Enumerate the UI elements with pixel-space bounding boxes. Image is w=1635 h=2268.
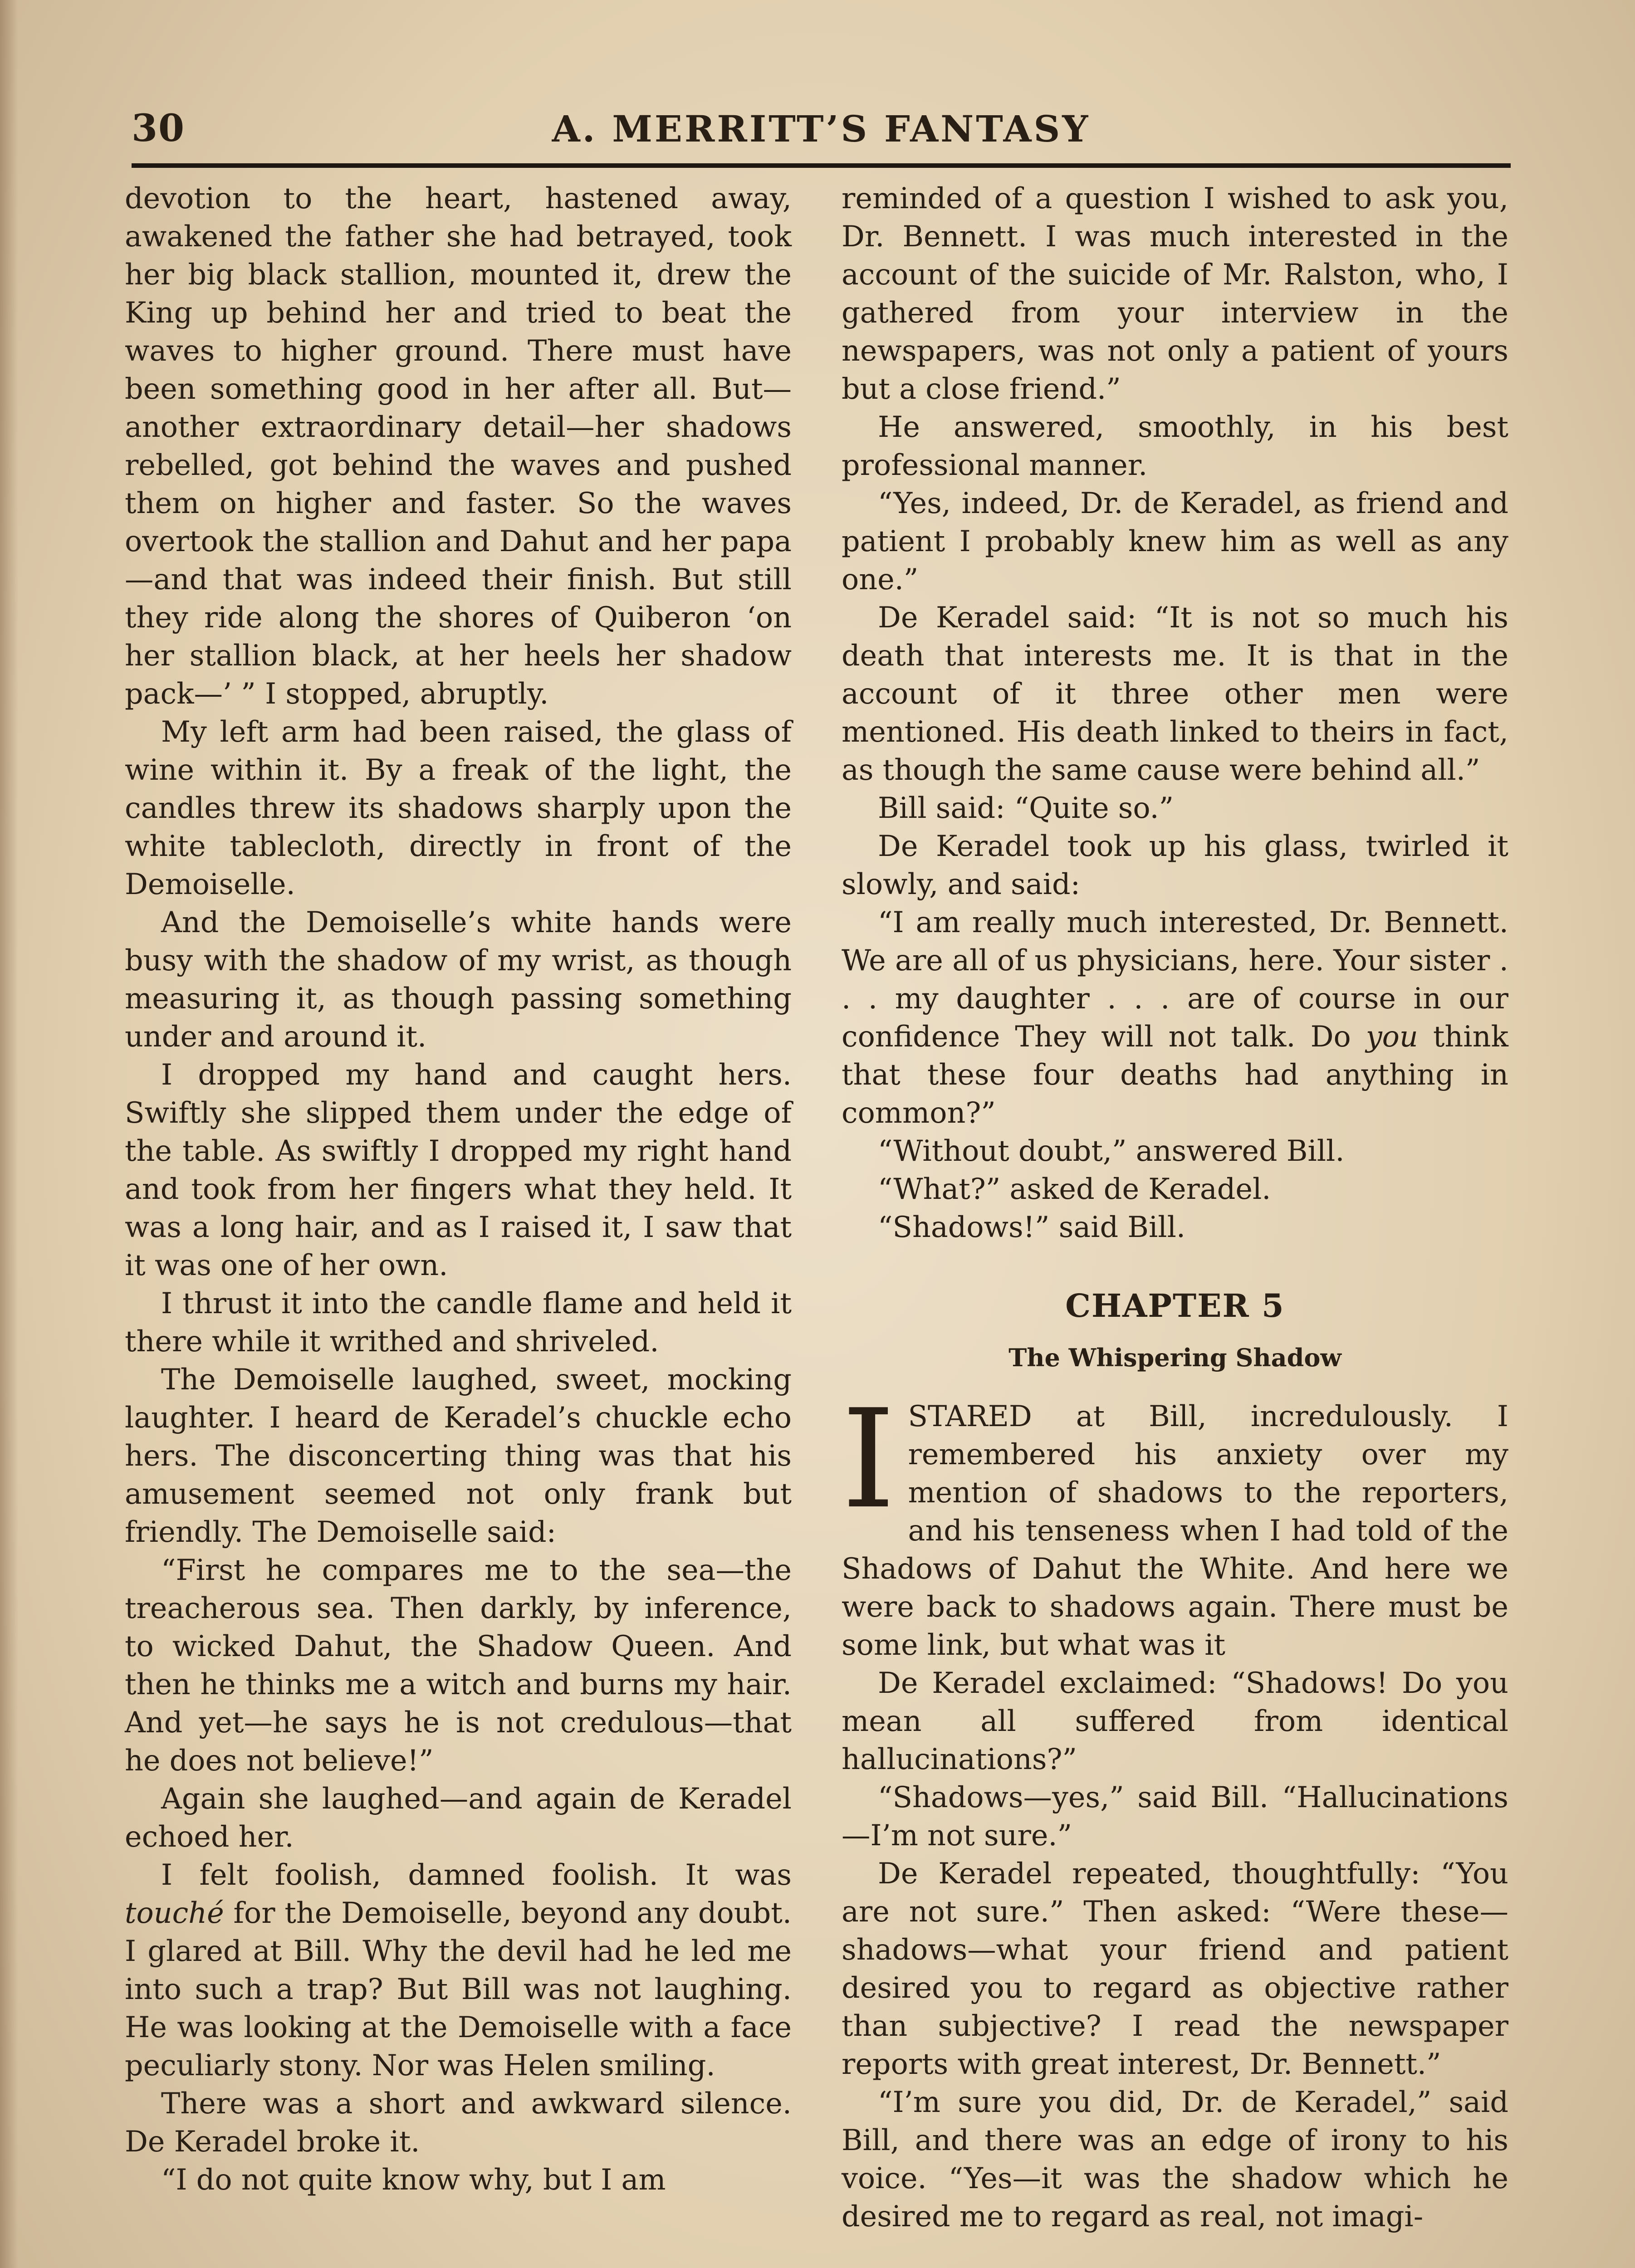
paragraph: “Shadows—yes,” said Bill. “Hallucinations—I’m not sure.”	[842, 1780, 1508, 1852]
text-run: I felt foolish, damned foolish. It was	[161, 1858, 792, 1892]
italic-word: touché	[125, 1896, 224, 1930]
italic-word: you	[1366, 1020, 1418, 1053]
paragraph: I thrust it into the candle flame and held it there while it writhed and shriveled.	[125, 1286, 792, 1358]
paragraph: Again she laughed—and again de Keradel echoed her.	[125, 1782, 792, 1853]
paragraph-you	[842, 903, 1508, 1132]
paragraph: devotion to the heart, hastened away, awakened the father she had betrayed, took her big black stallion, mounted it, drew the King up behind her and tried to beat the waves to higher ground. There must have been something good in her after all. But—another extraordinary detail—her shadows rebelled, got behind the waves and pushed them on higher and faster. So the waves overtook the stallion and Dahut and her papa—and that was indeed their finish. But still they ride along the shores of Quiberon ‘on her stallion black, at her heels her shadow pack—’ ” I stopped, abruptly.	[125, 181, 792, 710]
page-number: 30	[132, 107, 186, 150]
left-column	[125, 179, 792, 2199]
chapter-opening-paragraph	[842, 1380, 1508, 1664]
paragraph: The Demoiselle laughed, sweet, mocking laughter. I heard de Keradel’s chuckle echo hers. The disconcerting thing was that his amusement seemed not only frank but friendly. The Demoiselle said:	[125, 1363, 792, 1549]
paragraph: My left arm had been raised, the glass of wine within it. By a freak of the light, the candles threw its shadows sharply upon the white tablecloth, directly in front of the Demoiselle.	[125, 715, 792, 901]
paragraph: De Keradel took up his glass, twirled it slowly, and said:	[842, 829, 1508, 901]
drop-cap: I	[842, 1380, 896, 1539]
paragraph: There was a short and awkward silence. De Keradel broke it.	[125, 2087, 792, 2158]
paragraph: And the Demoiselle’s white hands were busy with the shadow of my wrist, as though measuring it, as though passing something under and around it.	[125, 905, 792, 1053]
text-run: for the Demoiselle, beyond any doubt. I glared at Bill. Why the devil had he led me into such a trap? But Bill was not laughing. He was looking at the Demoiselle with a face peculiarly stony. Nor was Helen smiling.	[125, 1896, 792, 2082]
paragraph: De Keradel said: “It is not so much his death that interests me. It is that in the account of it three other men were mentioned. His death linked to theirs in fact, as though the same cause were behind all.”	[842, 601, 1508, 787]
paragraph-touche	[125, 1856, 792, 2084]
paragraph: “Yes, indeed, Dr. de Keradel, as friend and patient I probably knew him as well as any one.”	[842, 486, 1508, 596]
paragraph: “I’m sure you did, Dr. de Keradel,” said Bill, and there was an edge of irony to his voice. “Yes—it was the shadow which he desired me to regard as real, not imagi-	[842, 2085, 1508, 2233]
paragraph: I dropped my hand and caught hers. Swiftly she slipped them under the edge of the table. As swiftly I dropped my right hand and took from her fingers what they held. It was a long hair, and as I raised it, I saw that it was one of her own.	[125, 1058, 792, 1282]
text-run: STARED at Bill, incredulously. I remembered his anxiety over my mention of shadows to the reporters, and his tenseness when I had told of the Shadows of Dahut the White. And here we were back to shadows again. There must be some link, but what was it	[842, 1399, 1508, 1662]
paragraph: “Without doubt,” answered Bill.	[878, 1134, 1345, 1168]
chapter-subtitle: The Whispering Shadow	[1008, 1343, 1341, 1372]
paragraph: He answered, smoothly, in his best professional manner.	[842, 410, 1508, 482]
page-header	[132, 102, 1511, 168]
text-run: think that these four deaths had anything in common?”	[842, 1020, 1508, 1129]
right-column	[842, 179, 1508, 2235]
paragraph: “What?” asked de Keradel.	[878, 1172, 1271, 1206]
paragraph: “Shadows!” said Bill.	[878, 1210, 1186, 1244]
running-title: A. MERRITT’S FANTASY	[552, 108, 1091, 150]
paragraph: “I do not quite know why, but I am	[161, 2163, 666, 2196]
paragraph: reminded of a question I wished to ask you, Dr. Bennett. I was much interested in the account of the suicide of Mr. Ralston, who, I gathered from your interview in the newspapers, was not only a patient of yours but a close friend.”	[842, 181, 1508, 406]
paragraph: De Keradel repeated, thoughtfully: “You are not sure.” Then asked: “Were these—shadows—what your friend and patient desired you to regard as objective rather than subjective? I read the newspaper reports with great interest, Dr. Bennett.”	[842, 1857, 1508, 2081]
paragraph: “First he compares me to the sea—the treacherous sea. Then darkly, by inference, to wicked Dahut, the Shadow Queen. And then he thinks me a witch and burns my hair. And yet—he says he is not credulous—that he does not believe!”	[125, 1553, 792, 1777]
text-run: “I am really much interested, Dr. Bennett. We are all of us physicians, here. Your sister . . . my daughter . . . are of course in our confidence They will not talk. Do	[842, 905, 1508, 1053]
paragraph: De Keradel exclaimed: “Shadows! Do you mean all suffered from identical hallucinations?”	[842, 1666, 1508, 1776]
paragraph: Bill said: “Quite so.”	[878, 791, 1174, 825]
chapter-heading: CHAPTER 5	[1065, 1287, 1285, 1325]
